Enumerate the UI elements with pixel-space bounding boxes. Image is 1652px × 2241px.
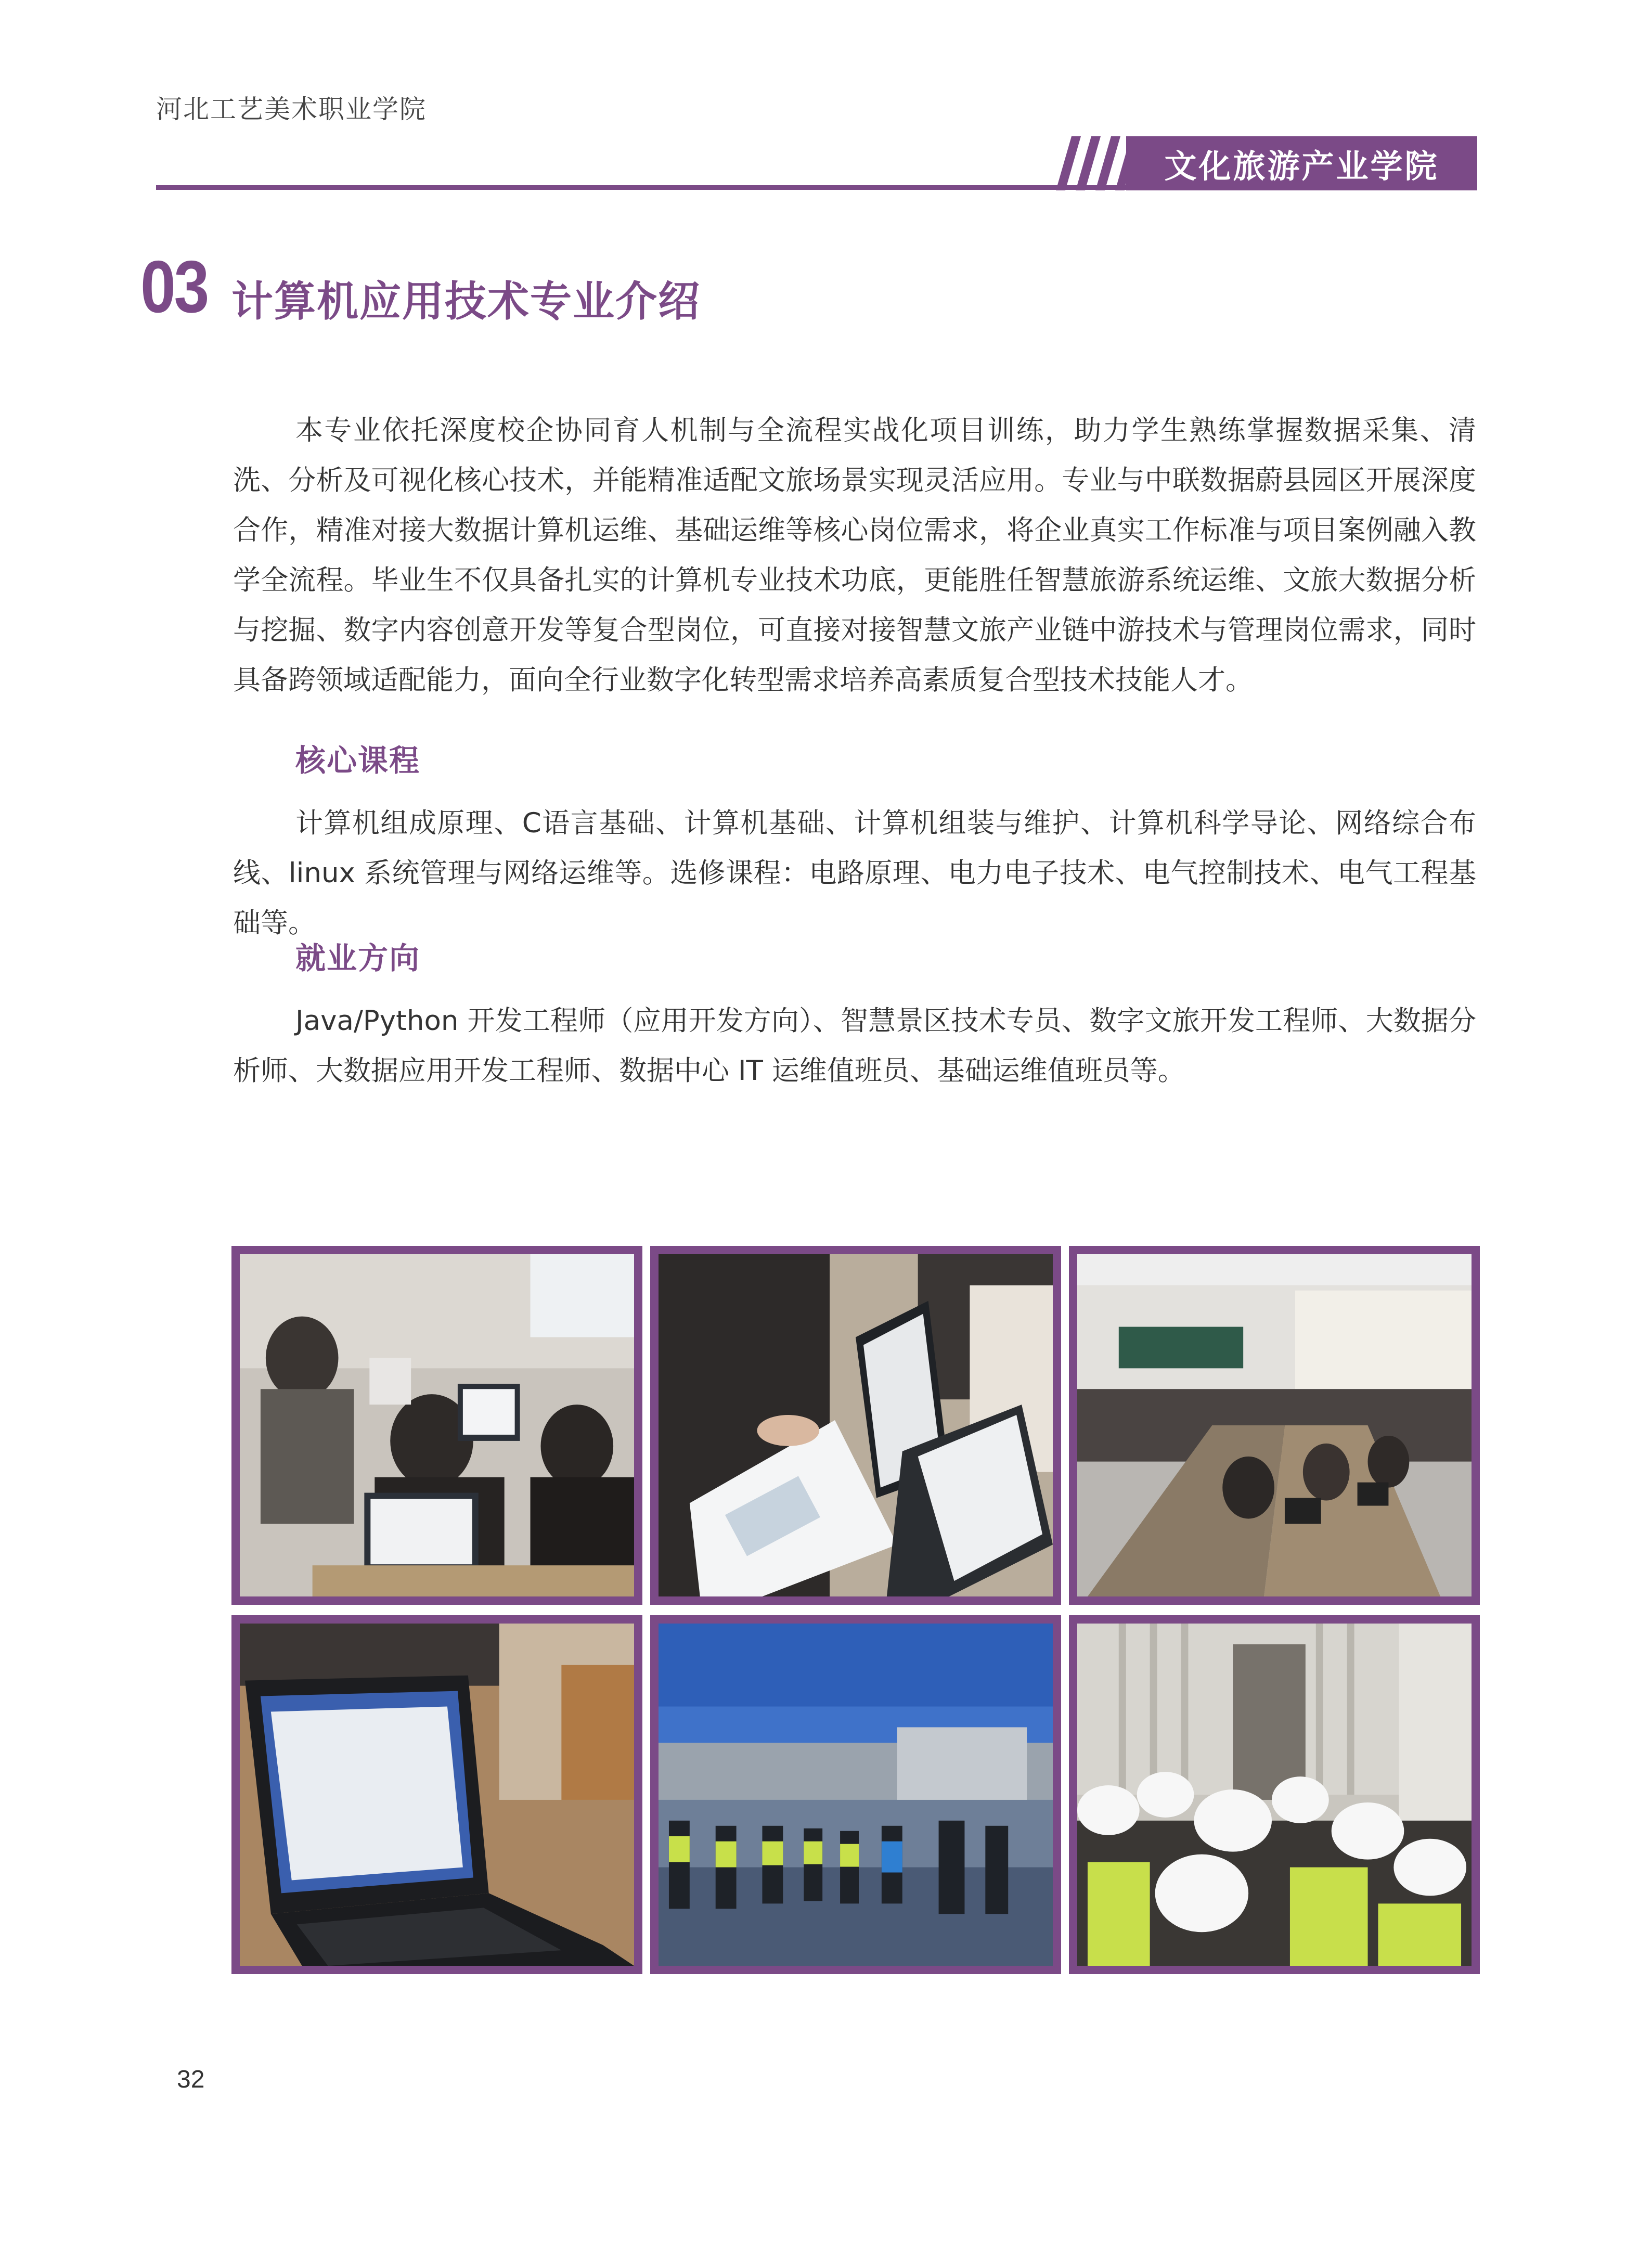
- school-name: 河北工艺美术职业学院: [156, 94, 427, 124]
- photo-students-laptops: [231, 1246, 642, 1605]
- section-number: 03: [140, 246, 208, 328]
- decorative-slashes: [1056, 136, 1134, 190]
- section-title: 计算机应用技术专业介绍: [231, 277, 701, 326]
- department-name: 文化旅游产业学院: [1164, 147, 1439, 185]
- photo-outdoor-visit: [650, 1615, 1061, 1974]
- careers-heading: 就业方向: [295, 941, 421, 976]
- page-number: 32: [177, 2066, 205, 2093]
- core-courses-text: 计算机组成原理、C语言基础、计算机基础、计算机组装与维护、计算机科学导论、网络综合布线、linux 系统管理与网络运维等。选修课程：电路原理、电力电子技术、电气控制技术、电气工程基础等。: [233, 807, 1476, 939]
- core-courses-heading: 核心课程: [295, 743, 421, 778]
- photo-hard-hats-server: [1069, 1615, 1480, 1974]
- photo-laptop-desk: [231, 1615, 642, 1974]
- intro-paragraph: 本专业依托深度校企协同育人机制与全流程实战化项目训练，助力学生熟练掌握数据采集、清洗、分析及可视化核心技术，并能精准适配文旅场景实现灵活应用。专业与中联数据蔚县园区开展深度合作，精准对接大数据计算机运维、基础运维等核心岗位需求，将企业真实工作标准与项目案例融入教学全流程。毕业生不仅具备扎实的计算机专业技术功底，更能胜任智慧旅游系统运维、文旅大数据分析与挖掘、数字内容创意开发等复合型岗位，可直接对接智慧文旅产业链中游技术与管理岗位需求，同时具备跨领域适配能力，面向全行业数字化转型需求培养高素质复合型技术技能人才。: [233, 415, 1476, 696]
- header-rule: [156, 185, 1477, 190]
- department-banner: [1126, 136, 1477, 190]
- photo-computer-lab: [1069, 1246, 1480, 1605]
- careers-text: Java/Python 开发工程师（应用开发方向）、智慧景区技术专员、数字文旅开发工程师、大数据分析师、大数据应用开发工程师、数据中心 IT 运维值班员、基础运维值班员等。: [233, 1005, 1476, 1087]
- photo-student-manual: [650, 1246, 1061, 1605]
